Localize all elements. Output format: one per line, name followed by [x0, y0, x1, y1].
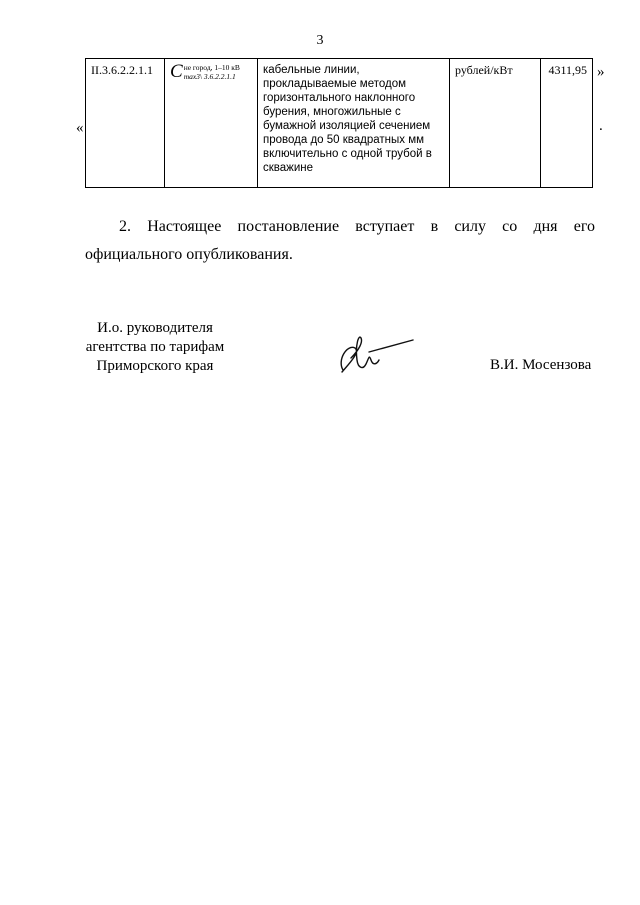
row-value: 4311,95 — [541, 59, 593, 188]
table-row — [86, 59, 593, 188]
signer-title — [80, 319, 230, 376]
row-description: кабельные линии, прокладываемые методом горизонтального наклонного бурения, многожильные с бумажной изоляцией сечением провода до 50 квадратных мм включительно с одной трубой в скважине — [258, 59, 450, 188]
formula-superscript: не город, 1–10 кВ — [183, 63, 240, 72]
row-formula — [165, 59, 258, 188]
formula-symbol: C — [170, 61, 183, 82]
row-unit: рублей/кВт — [450, 59, 541, 188]
signer-name: В.И. Мосензова — [490, 357, 592, 373]
signer-title-line3: Приморского края — [96, 358, 214, 374]
clause-paragraph: 2. Настоящее постановление вступает в силу со дня его официального опубликования. — [85, 218, 595, 263]
closing-quote: » — [597, 64, 605, 80]
signer-title-line2: агентства по тарифам — [85, 339, 225, 355]
closing-period: . — [599, 118, 603, 134]
row-code: II.3.6.2.2.1.1 — [86, 59, 165, 188]
opening-quote: « — [76, 120, 84, 136]
handwritten-signature — [333, 330, 415, 378]
tariff-table — [85, 58, 593, 188]
formula-subscript: max3\ 3.6.2.2.1.1 — [183, 72, 236, 81]
signer-title-line1: И.о. руководителя — [97, 320, 213, 336]
page-number: 3 — [316, 33, 324, 48]
